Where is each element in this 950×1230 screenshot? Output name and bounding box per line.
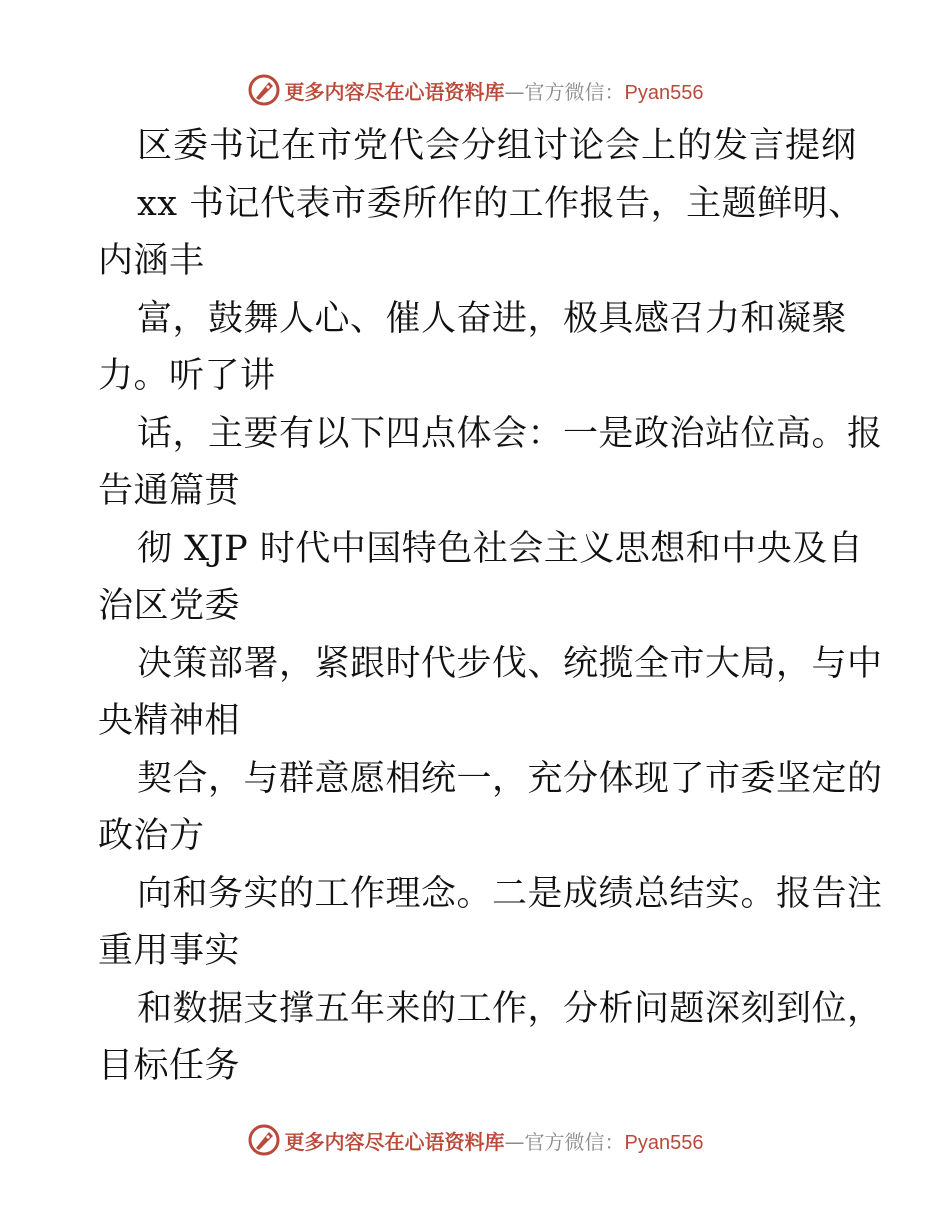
text-line: 目标任务 — [98, 1046, 241, 1086]
footer-banner — [0, 1120, 950, 1160]
text-line: 富，鼓舞人心、催人奋进，极具感召力和凝聚 — [137, 298, 848, 339]
text-line: 央精神相 — [98, 701, 241, 741]
text-line: 政治方 — [98, 816, 205, 856]
document-title: 区委书记在市党代会分组讨论会上的发言提纲 — [137, 126, 858, 166]
text-line: 决策部署，紧跟时代步伐、统揽全市大局，与中 — [137, 643, 883, 684]
banner-text — [285, 76, 704, 105]
text-line: 力。听了讲 — [98, 356, 276, 396]
banner-wechat-id: Pyan556 — [624, 81, 704, 104]
text-line: 契合，与群意愿相统一，充分体现了市委坚定的 — [137, 758, 883, 799]
text-line: 彻 XJP 时代中国特色社会主义思想和中央及自 — [137, 528, 864, 569]
banner-main-text: 更多内容尽在心语资料库 — [284, 1129, 505, 1154]
text-line: 和数据支撑五年来的工作，分析问题深刻到位， — [137, 988, 883, 1029]
pen-nib-circle-icon — [247, 73, 281, 107]
pen-nib-circle-icon — [247, 1123, 281, 1157]
text-line: xx 书记代表市委所作的工作报告，主题鲜明、 — [137, 183, 864, 224]
header-banner — [0, 70, 950, 110]
text-line: 治区党委 — [98, 586, 241, 626]
banner-main-text: 更多内容尽在心语资料库 — [284, 79, 505, 104]
banner-wechat-id: Pyan556 — [624, 1131, 704, 1154]
document-body — [0, 118, 950, 1096]
text-line: 重用事实 — [98, 931, 241, 971]
banner-wechat-label: 官方微信： — [524, 79, 625, 104]
banner-text — [285, 1126, 704, 1155]
banner-dash: — — [504, 1129, 525, 1154]
text-line: 内涵丰 — [98, 241, 205, 281]
text-line: 向和务实的工作理念。二是成绩总结实。报告注 — [137, 873, 883, 914]
banner-dash: — — [504, 79, 525, 104]
text-line: 话，主要有以下四点体会：一是政治站位高。报 — [137, 413, 883, 454]
banner-wechat-label: 官方微信： — [524, 1129, 625, 1154]
text-line: 告通篇贯 — [98, 471, 241, 511]
